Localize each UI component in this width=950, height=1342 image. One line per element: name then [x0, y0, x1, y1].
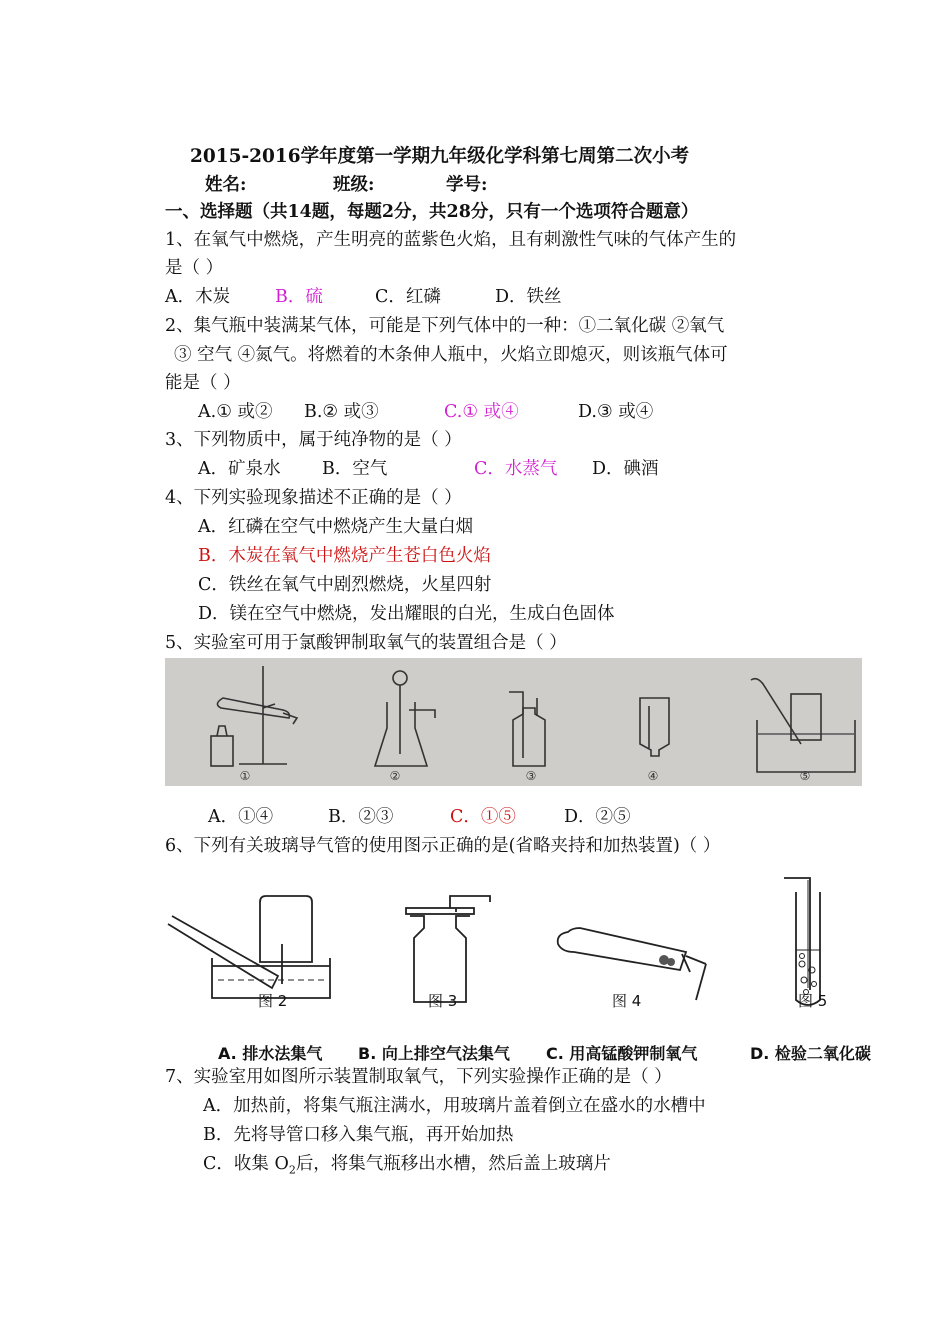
- figure-label-3: ③: [525, 769, 537, 783]
- option-c[interactable]: C. 用高锰酸钾制氧气: [546, 1044, 698, 1063]
- option-c-pre: C．收集 O: [203, 1154, 289, 1174]
- question-4-text: 4、下列实验现象描述不正确的是（ ）: [165, 488, 462, 508]
- option-b[interactable]: B．②③: [328, 807, 394, 827]
- question-3-text: 3、下列物质中，属于纯净物的是（ ）: [165, 430, 462, 450]
- figure-caption-2: 图 2: [258, 992, 288, 1010]
- question-2-text-cont: ③ 空气 ④氮气。将燃着的木条伸人瓶中，火焰立即熄灭，则该瓶气体可: [174, 345, 728, 365]
- figure-caption-4: 图 4: [612, 992, 642, 1010]
- apparatus-figure-q5: [165, 658, 862, 786]
- option-c[interactable]: C.① 或④: [444, 402, 519, 422]
- question-2-text-cont2: 能是（ ）: [165, 373, 241, 393]
- option-b[interactable]: B. 向上排空气法集气: [358, 1044, 510, 1063]
- option-a[interactable]: A. 排水法集气: [218, 1044, 323, 1063]
- figure-label-4: ④: [647, 769, 659, 783]
- subscript-2: 2: [288, 1163, 296, 1177]
- option-d[interactable]: D.③ 或④: [578, 402, 654, 422]
- page-title: 2015-2016学年度第一学期九年级化学科第七周第二次小考: [190, 146, 690, 167]
- question-7-text: 7、实验室用如图所示装置制取氧气，下列实验操作正确的是（ ）: [165, 1067, 672, 1087]
- option-a[interactable]: A．木炭: [165, 287, 231, 307]
- number-field-label: 学号:: [446, 175, 488, 195]
- option-d[interactable]: D．铁丝: [495, 287, 562, 307]
- option-a[interactable]: A．红磷在空气中燃烧产生大量白烟: [198, 517, 474, 537]
- option-a[interactable]: A．矿泉水: [198, 459, 281, 479]
- option-d[interactable]: D．②⑤: [564, 807, 631, 827]
- option-c[interactable]: C．①⑤: [450, 807, 516, 827]
- question-6-text: 6、下列有关玻璃导气管的使用图示正确的是(省略夹持和加热装置)（ ）: [165, 836, 721, 856]
- option-d[interactable]: D．镁在空气中燃烧，发出耀眼的白光，生成白色固体: [198, 604, 615, 624]
- apparatus-drawing: [165, 658, 862, 786]
- figure-label-5: ⑤: [799, 769, 811, 783]
- option-c-post: 后，将集气瓶移出水槽，然后盖上玻璃片: [295, 1154, 611, 1174]
- option-b[interactable]: B.② 或③: [304, 402, 379, 422]
- option-c[interactable]: C．水蒸气: [474, 459, 558, 479]
- option-d[interactable]: D. 检验二氧化碳: [750, 1044, 871, 1063]
- figure-caption-5: 图 5: [798, 992, 828, 1010]
- option-b[interactable]: B．木炭在氧气中燃烧产生苍白色火焰: [198, 546, 491, 566]
- option-c[interactable]: C．铁丝在氧气中剧烈燃烧，火星四射: [198, 575, 492, 595]
- option-d[interactable]: D．碘酒: [592, 459, 659, 479]
- option-a[interactable]: A．加热前，将集气瓶注满水，用玻璃片盖着倒立在盛水的水槽中: [203, 1096, 706, 1116]
- option-a[interactable]: A．①④: [208, 807, 274, 827]
- figure-label-1: ①: [239, 769, 251, 783]
- name-field-label: 姓名:: [205, 175, 247, 195]
- option-a[interactable]: A.① 或②: [198, 402, 273, 422]
- question-1-text-cont: 是（ ）: [165, 258, 224, 278]
- class-field-label: 班级:: [333, 175, 375, 195]
- option-b[interactable]: B．硫: [275, 287, 323, 307]
- option-b[interactable]: B．空气: [322, 459, 388, 479]
- question-1-text: 1、在氧气中燃烧，产生明亮的蓝紫色火焰，且有刺激性气味的气体产生的: [165, 230, 737, 250]
- apparatus-figure-q6: [160, 872, 880, 1012]
- option-c[interactable]: C．红磷: [375, 287, 441, 307]
- question-2-text: 2、集气瓶中装满某气体，可能是下列气体中的一种：①二氧化碳 ②氧气: [165, 316, 725, 336]
- question-5-text: 5、实验室可用于氯酸钾制取氧气的装置组合是（ ）: [165, 633, 567, 653]
- section-heading: 一、选择题（共14题，每题2分，共28分，只有一个选项符合题意）: [165, 202, 699, 222]
- option-c[interactable]: [203, 1153, 611, 1182]
- question-6-options: [218, 1041, 898, 1063]
- figure-label-2: ②: [389, 769, 401, 783]
- option-b[interactable]: B．先将导管口移入集气瓶，再开始加热: [203, 1125, 514, 1145]
- figure-caption-3: 图 3: [428, 992, 458, 1010]
